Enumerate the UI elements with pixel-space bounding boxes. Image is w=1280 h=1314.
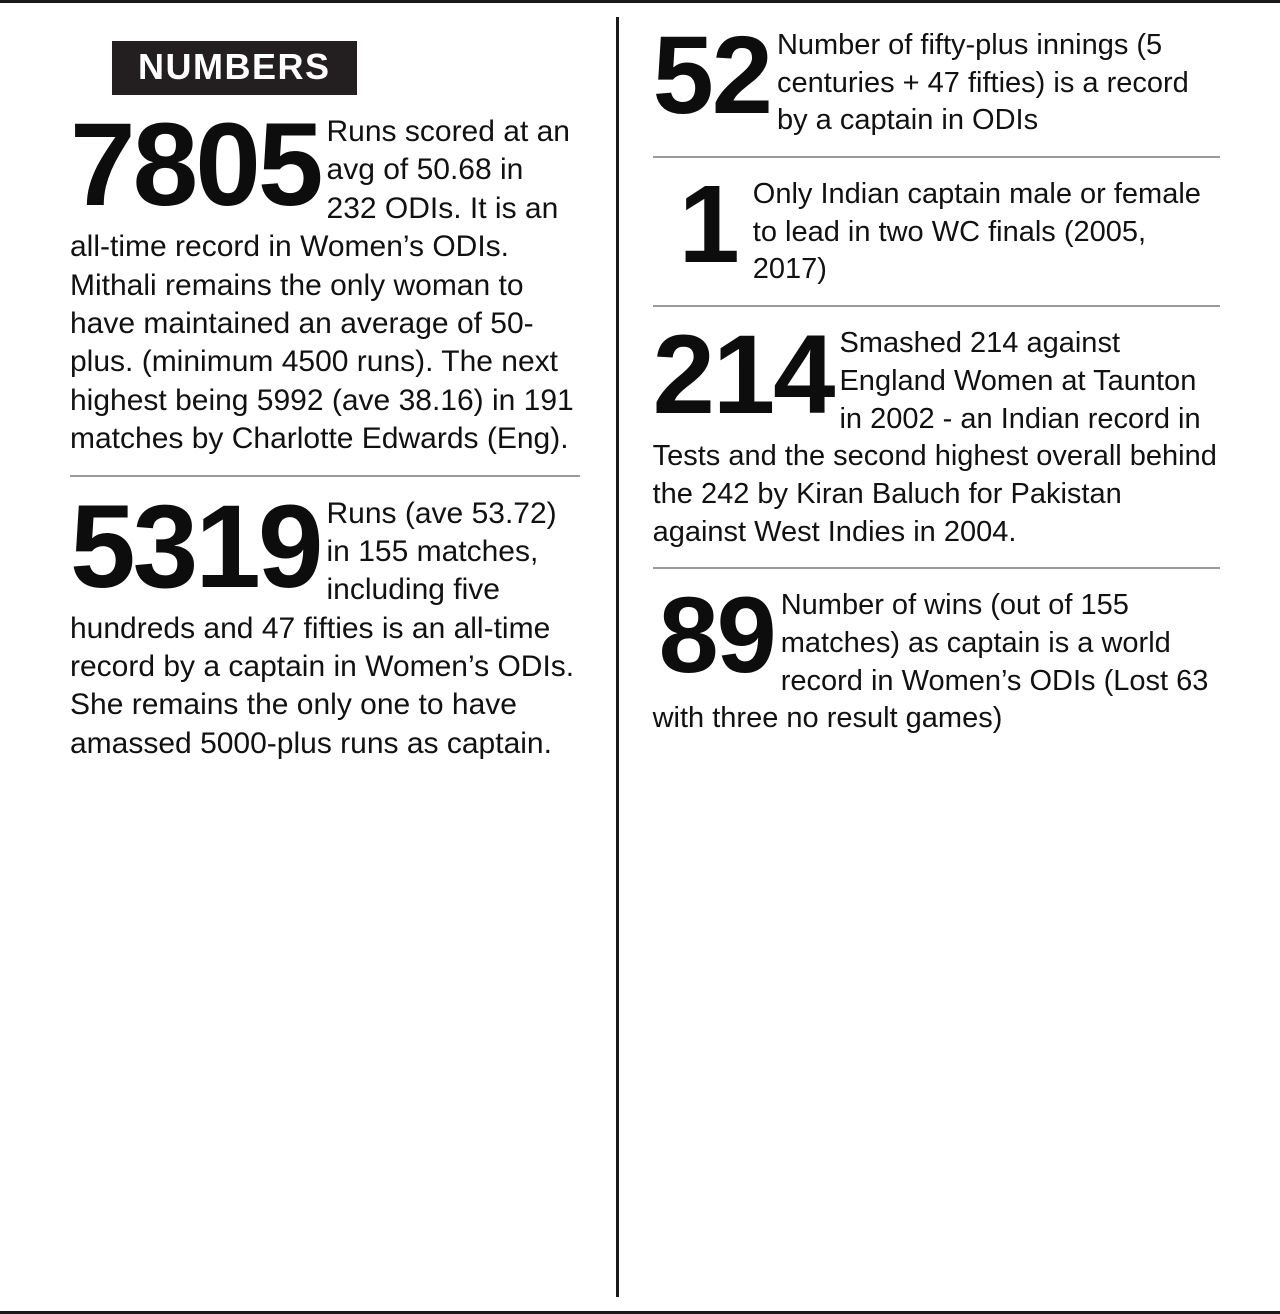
stat-text: Runs (ave 53.72) in 155 matches, including five hundreds and 47 fifties is an all-time record by a captain in Women’s ODIs. She remains the only one to have amassed 5000-plus runs as captain. xyxy=(70,496,575,760)
section-title: NUMBERS xyxy=(112,41,357,95)
stat-body xyxy=(653,163,1220,289)
stat-number: 89 xyxy=(658,574,775,696)
stat-item xyxy=(70,99,580,459)
right-column xyxy=(616,14,1250,1297)
stat-number: 1 xyxy=(678,163,737,287)
stat-number: 5319 xyxy=(70,480,321,613)
stat-body xyxy=(652,312,1220,551)
stat-body xyxy=(652,574,1220,738)
stat-text: Number of fifty-plus innings (5 centuries + 47 fifties) is a record by a captain in ODIs xyxy=(776,29,1189,137)
stat-item xyxy=(653,156,1220,289)
stat-number: 214 xyxy=(652,312,834,438)
stat-text: Runs scored at an avg of 50.68 in 232 ODIs. It is an all-time record in Women’s ODIs. Mithali remains the only woman to have maintained an average of 50-plus. (minimum 4500 runs). The next highest being 5992 (ave 38.16) in 191 matches by Charlotte Edwards (Eng). xyxy=(70,115,574,456)
stat-body xyxy=(70,99,580,459)
left-column xyxy=(30,17,616,1297)
stat-number: 7805 xyxy=(70,99,321,231)
stat-item xyxy=(70,475,580,764)
stat-item xyxy=(652,14,1220,140)
stat-body xyxy=(652,14,1220,140)
stat-body xyxy=(70,480,580,764)
stat-item xyxy=(653,305,1220,551)
section-title-container xyxy=(112,41,580,95)
stat-number: 52 xyxy=(652,14,771,137)
stat-text: Number of wins (out of 155 matches) as captain is a world record in Women’s ODIs (Lost 63 with three no result games) xyxy=(652,589,1209,735)
stat-text: Only Indian captain male or female to lead in two WC finals (2005, 2017) xyxy=(752,178,1201,286)
stat-text: Smashed 214 against England Women at Taunton in 2002 - an Indian record in Tests and the second highest overall behind the 242 by Kiran Baluch for Pakistan against West Indies in 2004. xyxy=(652,327,1217,548)
stat-item xyxy=(653,567,1220,738)
